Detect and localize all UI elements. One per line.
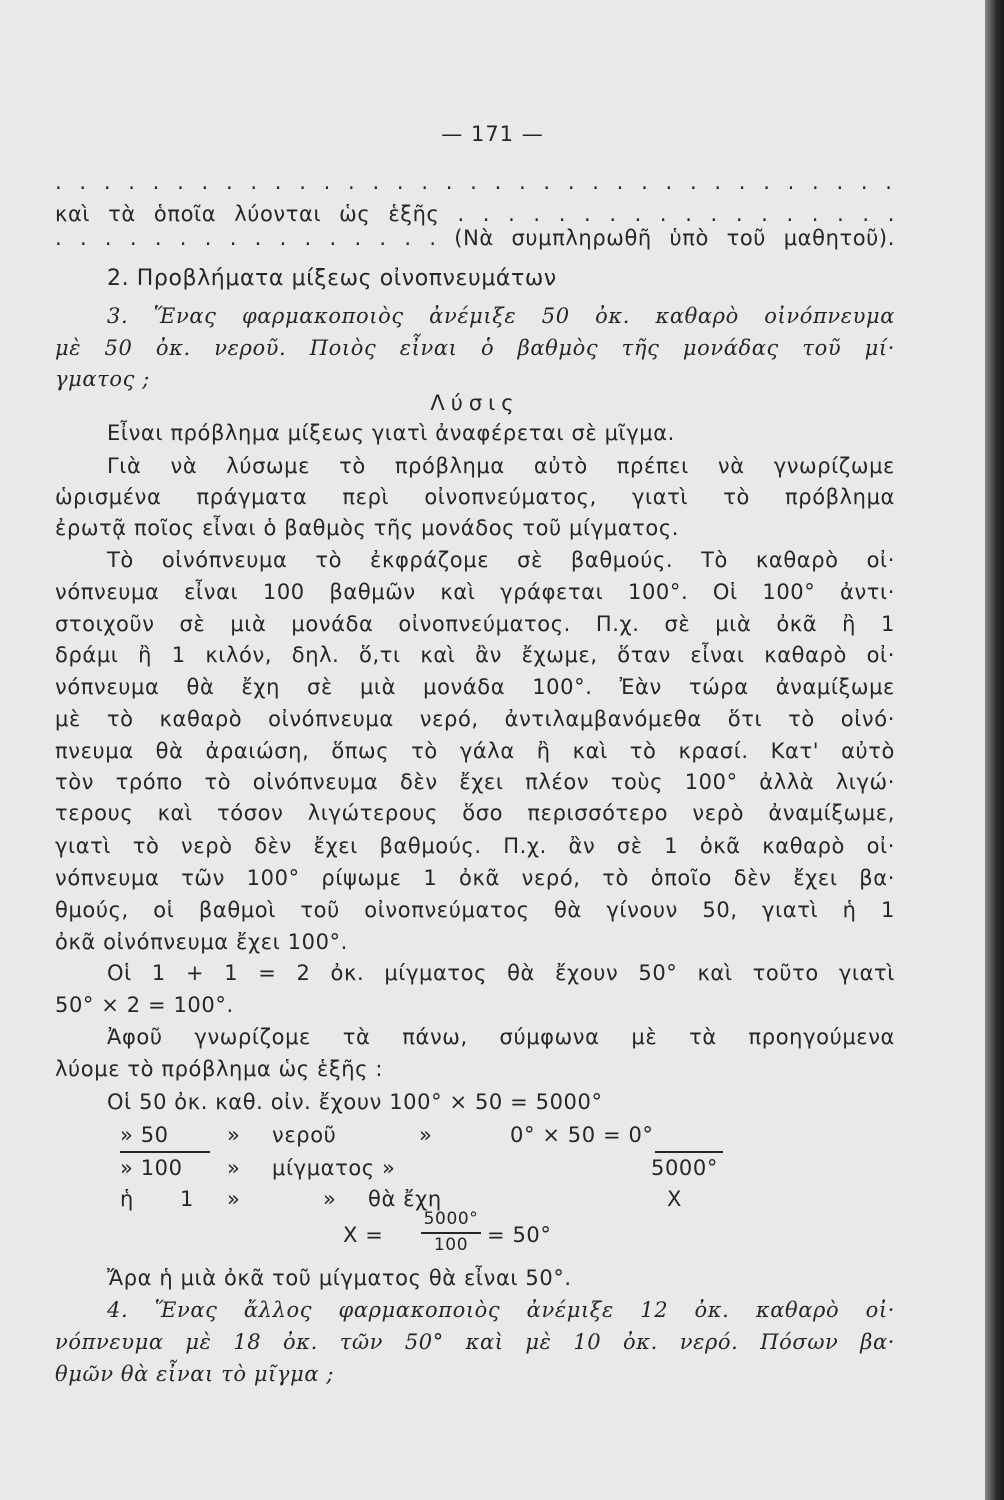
- body-line: τερους καὶ τόσον λιγώτερους ὅσο περισσότερο νερὸ ἀναμίξωμε,: [55, 801, 895, 825]
- page-number: — 171 —: [441, 122, 544, 146]
- intro-line-2: . . . . . . . . . . . . . . . . (Νὰ συμπληρωθῆ ὑπὸ τοῦ μαθητοῦ).: [55, 226, 895, 250]
- page-edge-shadow: [985, 0, 1004, 1500]
- problem-3-line-1: 3. Ἕνας φαρμακοποιὸς ἀνέμιξε 50 ὀκ. καθαρὸ οἰνόπνευμα: [107, 304, 895, 328]
- calc-row-4-ditto: »: [323, 1187, 337, 1211]
- body-line: νόπνευμα τῶν 100° ρίψωμε 1 ὀκᾶ νερό, τὸ ὁποῖο δὲν ἔχει βα·: [55, 866, 895, 890]
- body-line: μὲ τὸ καθαρὸ οἰνόπνευμα νερό, ἀντιλαμβανόμεθα ὅτι τὸ οἰνό·: [55, 707, 895, 731]
- body-line: Γιὰ νὰ λύσωμε τὸ πρόβλημα αὐτὸ πρέπει νὰ γνωρίζωμε: [107, 454, 895, 478]
- calc-row-3-ditto: »: [227, 1156, 241, 1180]
- body-line: δράμι ἢ 1 κιλόν, δηλ. ὅ,τι καὶ ἂν ἔχωμε, ὅταν εἶναι καθαρὸ οἰ·: [55, 643, 895, 667]
- calc-row-2-qty: » 50: [120, 1123, 169, 1147]
- body-line: νόπνευμα εἶναι 100 βαθμῶν καὶ γράφεται 100°. Οἱ 100° ἀντι·: [55, 580, 895, 604]
- fraction-bar: [421, 1232, 481, 1234]
- answer-line: Ἄρα ἡ μιὰ ὀκᾶ τοῦ μίγματος θὰ εἶναι 50°.: [107, 1266, 572, 1290]
- calc-row-3-qty: » 100: [120, 1156, 183, 1180]
- calc-underline: [120, 1151, 210, 1153]
- body-line: ὀκᾶ οἰνόπνευμα ἔχει 100°.: [55, 930, 348, 954]
- body-line: νόπνευμα θὰ ἔχη σὲ μιὰ μονάδα 100°. Ἐὰν τώρα ἀναμίξωμε: [55, 675, 895, 699]
- body-line: τὸν τρόπο τὸ οἰνόπνευμα δὲν ἔχει πλέον τοὺς 100° ἀλλὰ λιγώ·: [55, 770, 895, 794]
- body-line: 50° × 2 = 100°.: [55, 993, 234, 1017]
- calc-row-3-label: μίγματος »: [272, 1156, 396, 1180]
- body-line: Ἀφοῦ γνωρίζομε τὰ πάνω, σύμφωνα μὲ τὰ προηγούμενα: [107, 1025, 895, 1049]
- calc-row-4-ditto: »: [227, 1187, 241, 1211]
- solution-title: Λύσις: [430, 391, 520, 415]
- section-title: 2. Προβλήματα μίξεως οἰνοπνευμάτων: [107, 266, 557, 291]
- body-line: θμούς, οἱ βαθμοὶ τοῦ οἰνοπνεύματος θὰ γίνουν 50, γιατὶ ἡ 1: [55, 898, 895, 922]
- body-line: πνευμα θὰ ἀραιώση, ὅπως τὸ γάλα ἢ καὶ τὸ κρασί. Κατ' αὐτὸ: [55, 739, 895, 763]
- calc-row-2-ditto: »: [419, 1123, 433, 1147]
- calc-row-1: Οἱ 50 ὀκ. καθ. οἰν. ἔχουν 100° × 50 = 5000°: [107, 1090, 603, 1114]
- body-line: Εἶναι πρόβλημα μίξεως γιατὶ ἀναφέρεται σὲ μῖγμα.: [107, 421, 675, 445]
- intro-line-1: καὶ τὰ ὁποῖα λύονται ὡς ἑξῆς . . . . . . . . . . . . . . . . . .: [55, 202, 895, 226]
- body-line: ὡρισμένα πράγματα περὶ οἰνοπνεύματος, γιατὶ τὸ πρόβλημα: [55, 485, 895, 509]
- body-line: ἐρωτᾷ ποῖος εἶναι ὁ βαθμὸς τῆς μονάδος τοῦ μίγματος.: [55, 516, 680, 540]
- body-line: λύομε τὸ πρόβλημα ὡς ἑξῆς :: [55, 1057, 384, 1081]
- formula-left: X =: [343, 1223, 384, 1247]
- calc-underline: [655, 1151, 723, 1153]
- problem-3-line-2: μὲ 50 ὀκ. νεροῦ. Ποιὸς εἶναι ὁ βαθμὸς τῆς μονάδας τοῦ μί·: [55, 336, 895, 360]
- calc-row-2-ditto: »: [227, 1123, 241, 1147]
- formula-denominator: 100: [433, 1235, 469, 1255]
- body-line: Τὸ οἰνόπνευμα τὸ ἐκφράζομε σὲ βαθμούς. Τὸ καθαρὸ οἰ·: [107, 548, 895, 572]
- body-line: στοιχοῦν σὲ μιὰ μονάδα οἰνοπνεύματος. Π.χ. σὲ μιὰ ὀκᾶ ἢ 1: [55, 612, 895, 636]
- problem-4-line-3: θμῶν θὰ εἶναι τὸ μῖγμα ;: [55, 1362, 335, 1386]
- calc-row-2-value: 0° × 50 = 0°: [510, 1123, 654, 1147]
- body-line: Οἱ 1 + 1 = 2 ὀκ. μίγματος θὰ ἔχουν 50° καὶ τοῦτο γιατὶ: [107, 961, 895, 985]
- formula-numerator: 5000°: [423, 1209, 479, 1229]
- body-line: γιατὶ τὸ νερὸ δὲν ἔχει βαθμούς. Π.χ. ἂν σὲ 1 ὀκᾶ καθαρὸ οἰ·: [55, 834, 895, 858]
- problem-3-line-3: γματος ;: [55, 367, 150, 391]
- calc-row-4-value: X: [667, 1187, 682, 1211]
- dotted-line: . . . . . . . . . . . . . . . . . . . . . . . . . . . . . . . . . . .: [55, 170, 895, 194]
- calc-row-4-qty: 1: [180, 1187, 194, 1211]
- calc-row-2-label: νεροῦ: [272, 1123, 337, 1147]
- calc-row-4-prefix: ἡ: [120, 1187, 134, 1211]
- calc-row-3-value: 5000°: [651, 1156, 718, 1180]
- formula-right: = 50°: [487, 1223, 552, 1247]
- problem-4-line-1: 4. Ἕνας ἄλλος φαρμακοποιὸς ἀνέμιξε 12 ὀκ. καθαρὸ οἰ·: [107, 1298, 895, 1322]
- calc-row-4-label: θὰ ἔχη: [368, 1187, 442, 1211]
- problem-4-line-2: νόπνευμα μὲ 18 ὀκ. τῶν 50° καὶ μὲ 10 ὀκ. νερό. Πόσων βα·: [55, 1330, 895, 1354]
